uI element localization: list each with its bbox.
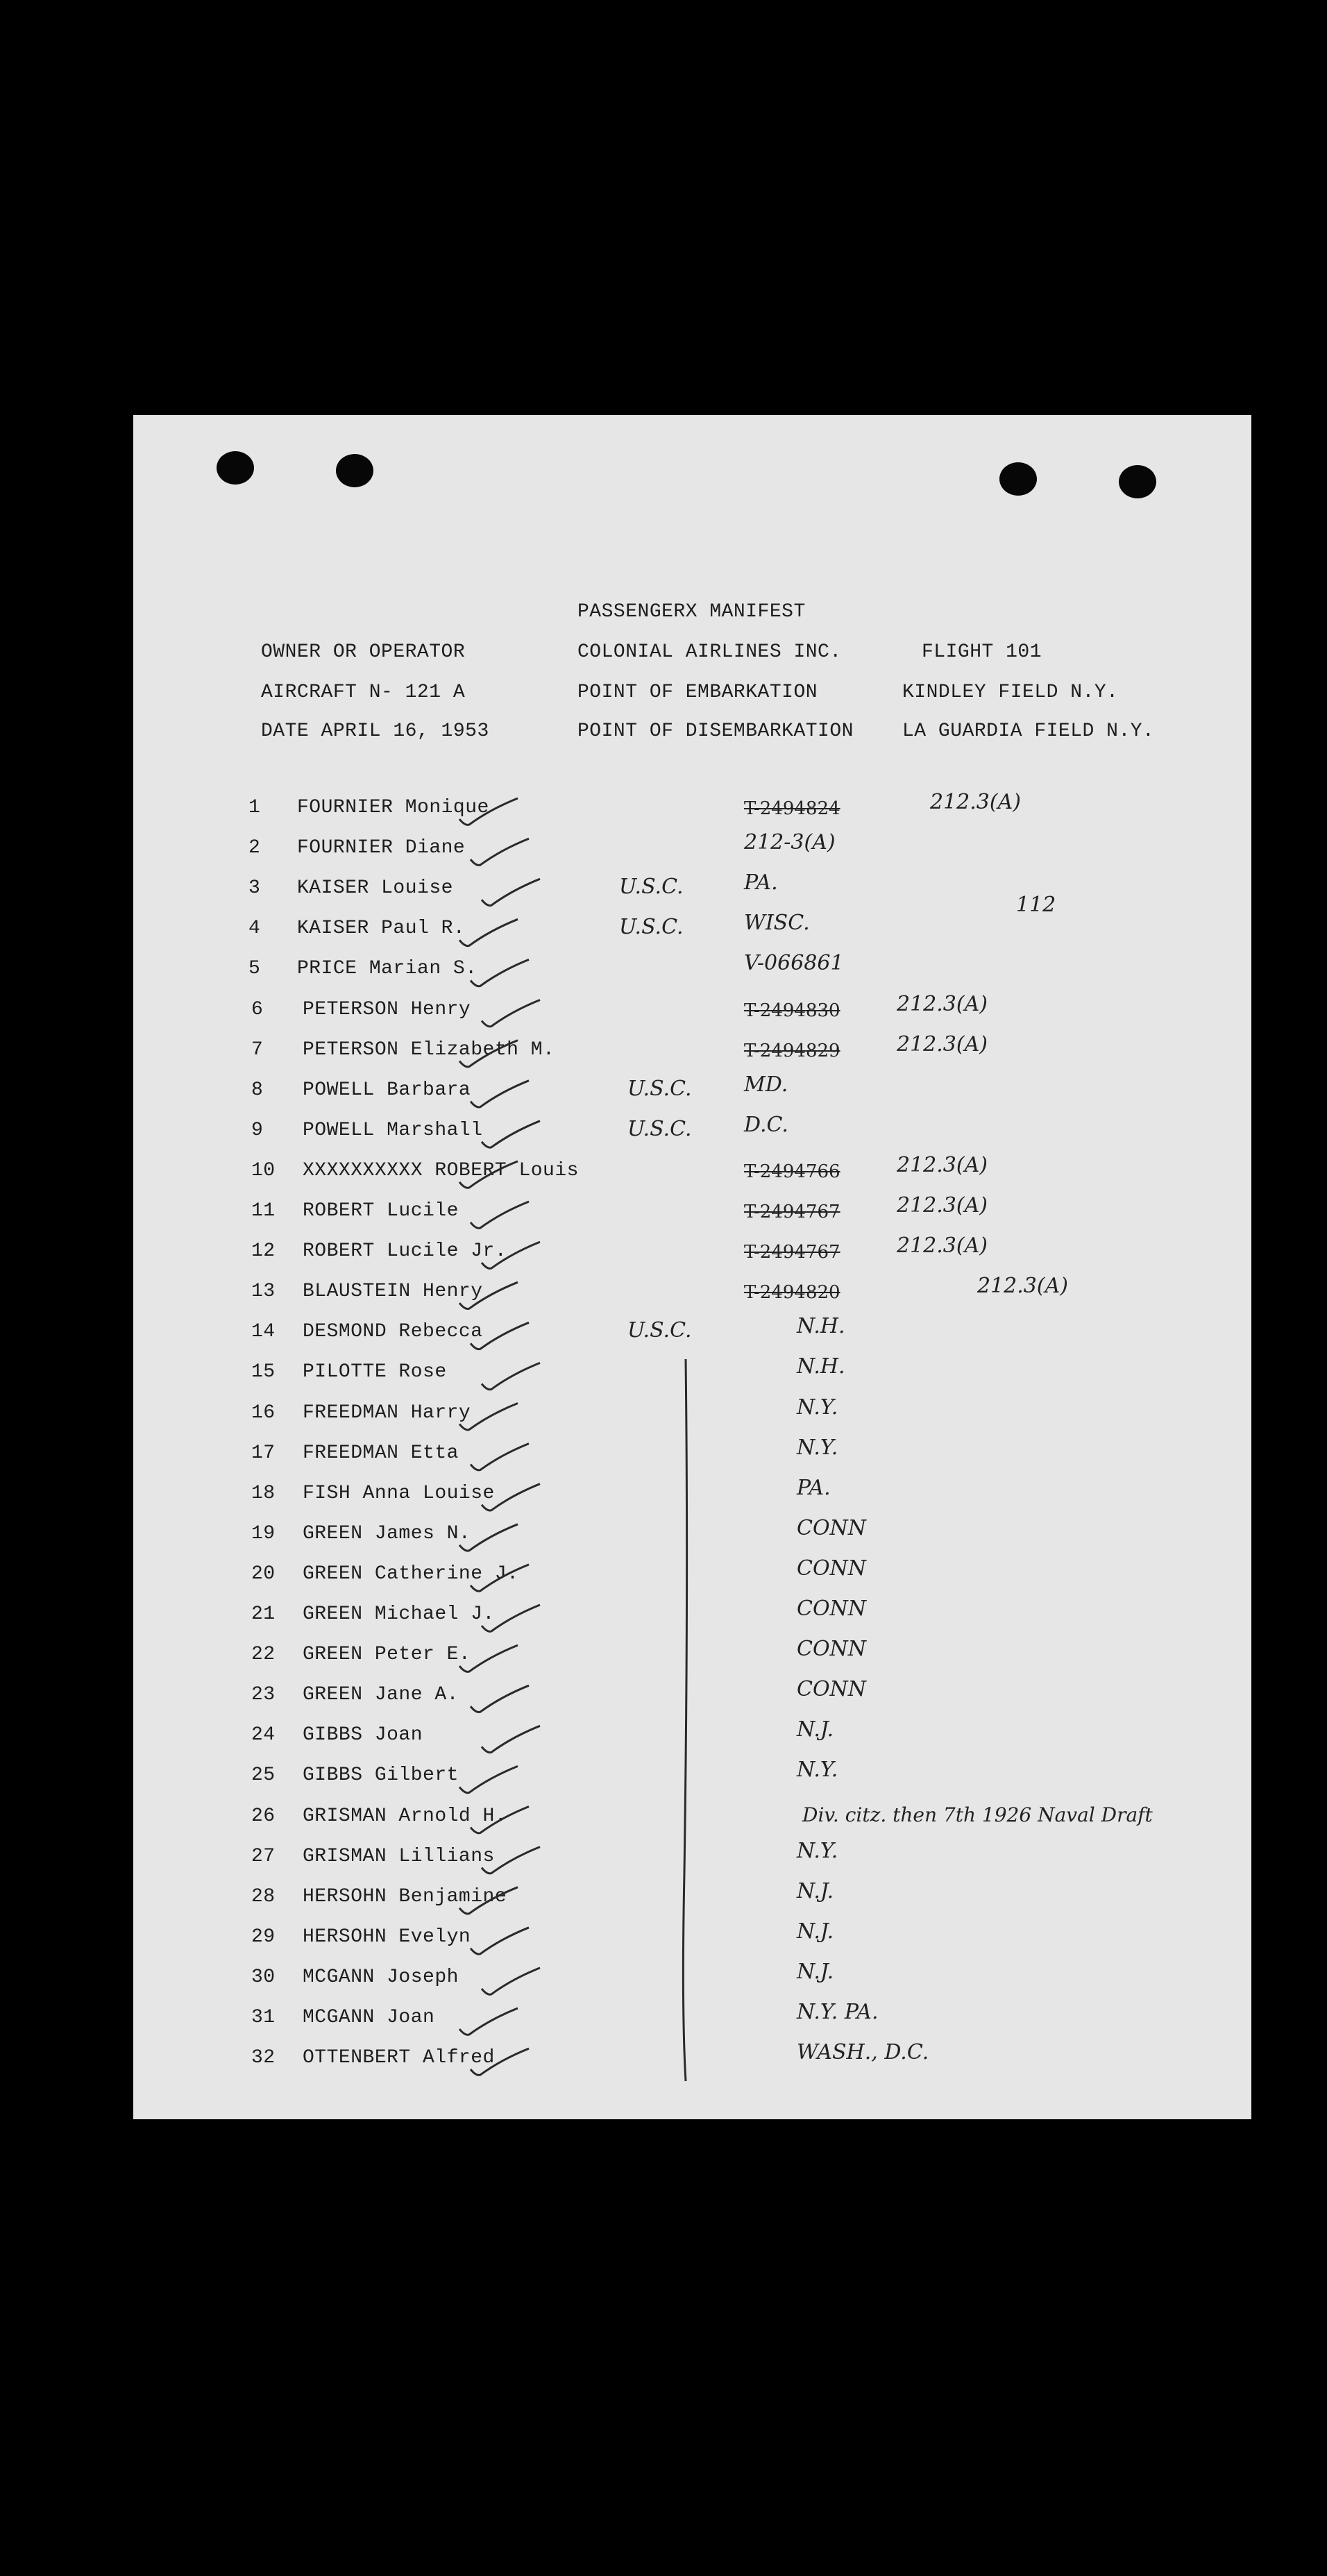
document-note: N.J. <box>797 1717 834 1742</box>
passenger-number: 10 <box>251 1159 276 1181</box>
section-code: 212.3(A) <box>897 1193 988 1218</box>
document-note: CONN <box>797 1677 867 1702</box>
check-mark <box>482 1605 540 1631</box>
passenger-number: 31 <box>251 2007 276 2028</box>
check-mark <box>471 1322 529 1349</box>
document-note: WASH., D.C. <box>797 2040 929 2065</box>
disembarkation-label: POINT OF DISEMBARKATION <box>577 721 854 742</box>
passenger-name: GREEN Michael J. <box>303 1603 495 1625</box>
document-note: N.Y. PA. <box>797 2000 879 2024</box>
passenger-number: 8 <box>251 1079 264 1101</box>
passenger-number: 7 <box>251 1038 264 1061</box>
passenger-number: 21 <box>251 1603 276 1625</box>
passenger-number: 19 <box>251 1522 276 1544</box>
passenger-name: ROBERT Lucile <box>303 1200 459 1222</box>
check-mark <box>482 1484 540 1510</box>
document-note: N.Y. <box>797 1838 838 1863</box>
section-code: 212.3(A) <box>897 991 988 1016</box>
passenger-number: 24 <box>251 1724 276 1746</box>
passenger-name: FREEDMAN Harry <box>303 1401 471 1424</box>
passenger-number: 30 <box>251 1966 276 1988</box>
document-note: T-2494824 <box>744 798 840 819</box>
check-mark <box>471 1444 529 1470</box>
embarkation-label: POINT OF EMBARKATION <box>577 682 818 703</box>
document-note: D.C. <box>744 1112 788 1137</box>
document-note: CONN <box>797 1637 867 1662</box>
passenger-number: 23 <box>251 1684 276 1706</box>
document-note: N.H. <box>797 1354 845 1379</box>
citizenship-mark: U.S.C. <box>619 915 684 940</box>
document-note: N.Y. <box>797 1758 838 1783</box>
passenger-name: PETERSON Elizabeth M. <box>303 1038 555 1061</box>
check-mark <box>459 1041 518 1067</box>
passenger-name: GREEN James N. <box>303 1522 471 1544</box>
passenger-name: FREEDMAN Etta <box>303 1442 459 1464</box>
owner-value: COLONIAL AIRLINES INC. <box>577 641 842 663</box>
document-note: N.J. <box>797 1919 834 1944</box>
passenger-name: KAISER Paul R. <box>297 918 466 940</box>
section-code: 212.3(A) <box>897 1152 988 1177</box>
document-note: WISC. <box>744 911 810 936</box>
check-mark <box>459 1887 518 1914</box>
citizenship-mark: U.S.C. <box>619 875 684 900</box>
document-note: N.H. <box>797 1314 845 1339</box>
passenger-name: POWELL Marshall <box>303 1119 483 1141</box>
passenger-name: OTTENBERT Alfred <box>303 2047 495 2069</box>
passenger-name: FISH Anna Louise <box>303 1482 495 1504</box>
check-mark <box>471 959 529 986</box>
document-note: N.Y. <box>797 1395 838 1420</box>
citizenship-mark: U.S.C. <box>627 1116 692 1141</box>
check-mark <box>459 1404 518 1430</box>
check-mark <box>482 1363 540 1389</box>
document-note: T-2494767 <box>744 1242 840 1263</box>
check-mark <box>482 879 540 905</box>
flight-number: FLIGHT 101 <box>922 641 1042 663</box>
ditto-line <box>683 1359 686 2081</box>
passenger-name: MCGANN Joan <box>303 2007 435 2028</box>
check-mark <box>471 2048 529 2075</box>
check-mark <box>471 1202 529 1228</box>
passenger-number: 11 <box>251 1200 276 1222</box>
aircraft-number: AIRCRAFT N- 121 A <box>261 682 466 703</box>
passenger-name: GRISMAN Lillians <box>303 1845 495 1867</box>
check-mark <box>471 1807 529 1833</box>
check-mark <box>471 1565 529 1591</box>
passenger-number: 22 <box>251 1644 276 1666</box>
section-code: 212.3(A) <box>897 1234 988 1258</box>
check-mark <box>471 1685 529 1712</box>
embarkation-value: KINDLEY FIELD N.Y. <box>902 682 1119 703</box>
document-note: T-2494820 <box>744 1282 840 1304</box>
check-mark <box>482 1000 540 1027</box>
manifest-page <box>133 415 1251 2119</box>
passenger-number: 17 <box>251 1442 276 1464</box>
check-mark <box>482 1242 540 1268</box>
check-mark <box>459 1161 518 1188</box>
document-note: CONN <box>797 1597 867 1621</box>
passenger-number: 4 <box>248 918 261 940</box>
check-mark <box>459 1282 518 1308</box>
check-mark <box>482 1968 540 1994</box>
passenger-name: PRICE Marian S. <box>297 958 477 980</box>
check-mark <box>459 2008 518 2035</box>
passenger-number: 14 <box>251 1321 276 1343</box>
section-code: 212.3(A) <box>977 1274 1068 1299</box>
document-note: T-2494830 <box>744 1000 840 1021</box>
section-code: 212.3(A) <box>930 790 1021 814</box>
passenger-name: GREEN Jane A. <box>303 1684 459 1706</box>
passenger-number: 12 <box>251 1240 276 1263</box>
check-mark <box>459 1645 518 1672</box>
check-mark <box>459 1766 518 1792</box>
check-mark <box>459 1524 518 1551</box>
passenger-number: 5 <box>248 958 261 980</box>
check-marks <box>133 415 1251 2119</box>
passenger-name: HERSOHN Benjamine <box>303 1885 507 1908</box>
passenger-number: 16 <box>251 1401 276 1424</box>
manifest-title: PASSENGERX MANIFEST <box>577 601 806 623</box>
passenger-number: 32 <box>251 2047 276 2069</box>
document-note: 212-3(A) <box>744 830 836 855</box>
manifest-date: DATE APRIL 16, 1953 <box>261 721 489 742</box>
passenger-number: 1 <box>248 797 261 818</box>
check-mark <box>471 839 529 865</box>
check-mark <box>471 1928 529 1954</box>
passenger-name: GIBBS Gilbert <box>303 1765 459 1787</box>
passenger-number: 29 <box>251 1926 276 1948</box>
passenger-name: MCGANN Joseph <box>303 1966 459 1988</box>
passenger-name: GIBBS Joan <box>303 1724 423 1746</box>
passenger-number: 28 <box>251 1885 276 1908</box>
section-code: 212.3(A) <box>897 1032 988 1057</box>
passenger-number: 2 <box>248 837 261 859</box>
check-mark <box>482 1726 540 1752</box>
document-note: N.J. <box>797 1959 834 1984</box>
passenger-number: 3 <box>248 877 261 900</box>
passenger-number: 25 <box>251 1765 276 1787</box>
passenger-number: 9 <box>251 1119 264 1141</box>
check-mark <box>471 1081 529 1107</box>
document-note: T-2494766 <box>744 1161 840 1182</box>
passenger-name: GRISMAN Arnold H. <box>303 1805 507 1827</box>
passenger-name: FOURNIER Monique <box>297 797 489 818</box>
passenger-number: 26 <box>251 1805 276 1827</box>
passenger-number: 18 <box>251 1482 276 1504</box>
document-note: T-2494767 <box>744 1202 840 1222</box>
document-note: CONN <box>797 1556 867 1581</box>
check-mark <box>482 1847 540 1874</box>
document-note: PA. <box>797 1475 831 1500</box>
document-note: MD. <box>744 1072 788 1097</box>
passenger-name: PILOTTE Rose <box>303 1361 447 1383</box>
check-mark <box>482 1121 540 1147</box>
document-note: CONN <box>797 1515 867 1540</box>
document-note: N.J. <box>797 1878 834 1903</box>
passenger-name: GREEN Peter E. <box>303 1644 471 1666</box>
passenger-name: HERSOHN Evelyn <box>303 1926 471 1948</box>
citizenship-mark: U.S.C. <box>627 1318 692 1343</box>
page-count-note: 112 <box>1016 893 1056 917</box>
passenger-name: PETERSON Henry <box>303 998 471 1020</box>
citizenship-mark: U.S.C. <box>627 1076 692 1101</box>
row-26-note: Div. citz. then 7th 1926 Naval Draft <box>802 1803 1153 1826</box>
document-note: V-066861 <box>744 951 844 976</box>
passenger-name: POWELL Barbara <box>303 1079 471 1101</box>
passenger-name: DESMOND Rebecca <box>303 1321 483 1343</box>
check-mark <box>459 919 518 945</box>
passenger-number: 6 <box>251 998 264 1020</box>
check-mark <box>459 798 518 825</box>
passenger-name: KAISER Louise <box>297 877 453 900</box>
owner-label: OWNER OR OPERATOR <box>261 641 466 663</box>
passenger-name: FOURNIER Diane <box>297 837 466 859</box>
passenger-name: BLAUSTEIN Henry <box>303 1281 483 1303</box>
passenger-number: 27 <box>251 1845 276 1867</box>
disembarkation-value: LA GUARDIA FIELD N.Y. <box>902 721 1155 742</box>
document-note: T-2494829 <box>744 1040 840 1061</box>
passenger-number: 15 <box>251 1361 276 1383</box>
passenger-name: XXXXXXXXXX ROBERT Louis <box>303 1159 579 1181</box>
document-note: N.Y. <box>797 1435 838 1460</box>
passenger-number: 13 <box>251 1281 276 1303</box>
passenger-name: ROBERT Lucile Jr. <box>303 1240 507 1263</box>
document-note: PA. <box>744 870 778 895</box>
passenger-name: GREEN Catherine J. <box>303 1563 519 1585</box>
passenger-number: 20 <box>251 1563 276 1585</box>
